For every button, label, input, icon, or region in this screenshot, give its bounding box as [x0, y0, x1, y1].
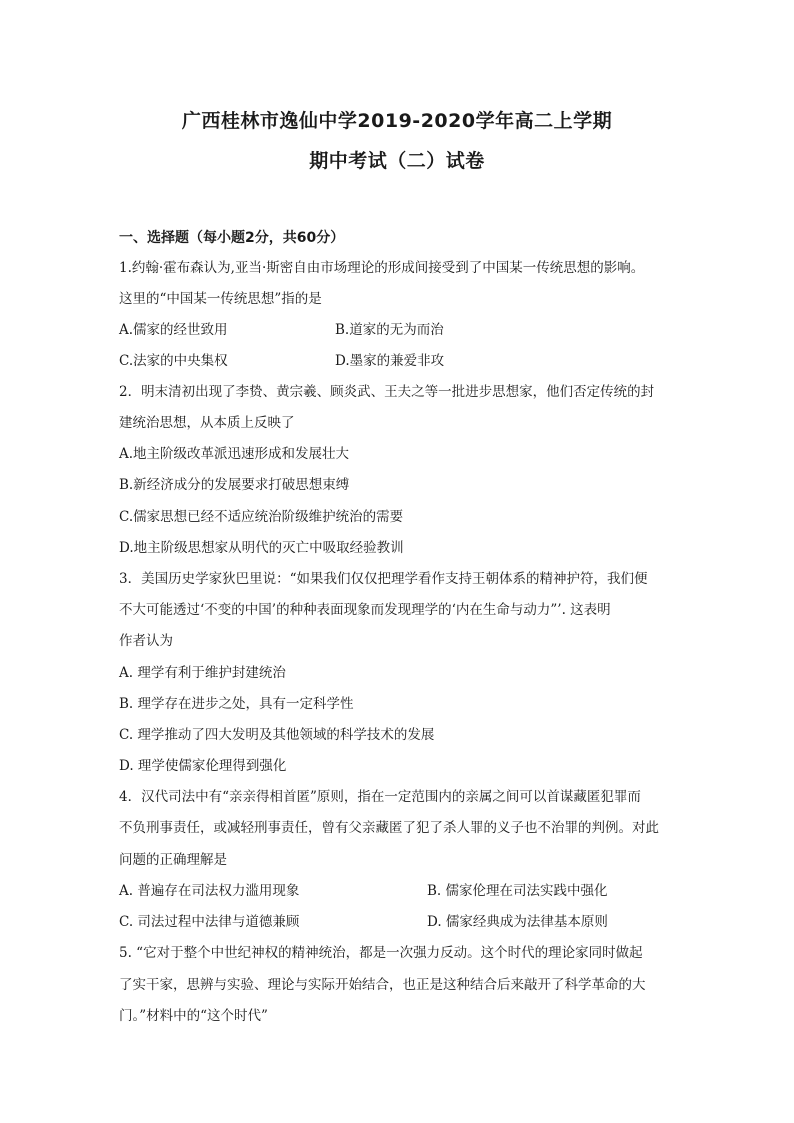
question-1-line-1: 1.约翰·霍布森认为,亚当·斯密自由市场理论的形成间接受到了中国某一传统思想的影响。	[119, 260, 645, 276]
question-2-option-a: A.地主阶级改革派迅速形成和发展壮大	[119, 446, 350, 462]
question-2-option-c: C.儒家思想已经不适应统治阶级维护统治的需要	[119, 509, 404, 525]
question-2-option-b: B.新经济成分的发展要求打破思想束缚	[119, 477, 350, 493]
question-4-option-b: B. 儒家伦理在司法实践中强化	[427, 883, 608, 899]
question-3-option-d: D. 理学使儒家伦理得到强化	[119, 758, 287, 774]
question-4-option-a: A. 普遍存在司法权力滥用现象	[119, 883, 300, 899]
question-3-option-c: C. 理学推动了四大发明及其他领域的科学技术的发展	[119, 727, 435, 743]
question-2-line-1: 2．明末清初出现了李贽、黄宗羲、顾炎武、王夫之等一批进步思想家，他们否定传统的封	[119, 384, 655, 400]
question-2-line-2: 建统治思想，从本质上反映了	[119, 415, 295, 431]
question-3-option-a: A. 理学有利于维护封建统治	[119, 665, 286, 681]
question-1-option-a: A.儒家的经世致用	[119, 322, 228, 338]
exam-title-line1: 广西桂林市逸仙中学2019-2020学年高二上学期	[181, 110, 613, 132]
question-4-line-3: 问题的正确理解是	[119, 852, 227, 868]
question-5-line-2: 了实干家，思辨与实验、理论与实际开始结合，也正是这种结合后来敲开了科学革命的大	[119, 977, 646, 993]
question-2-option-d: D.地主阶级思想家从明代的灭亡中吸取经验教训	[119, 540, 404, 556]
question-1-option-d: D.墨家的兼爱非攻	[335, 353, 445, 369]
question-3-option-b: B. 理学存在进步之处，具有一定科学性	[119, 696, 354, 712]
exam-title-line2: 期中考试（二）试卷	[309, 150, 485, 172]
question-1-option-c: C.法家的中央集权	[119, 353, 228, 369]
question-4-option-c: C. 司法过程中法律与道德兼顾	[119, 914, 300, 930]
question-3-line-1: 3．美国历史学家狄巴里说：“如果我们仅仅把理学看作支持王朝体系的精神护符，我们便	[119, 571, 648, 587]
section-heading: 一、选择题（每小题2分，共60分）	[119, 230, 345, 246]
question-1-option-b: B.道家的无为而治	[335, 322, 444, 338]
question-4-line-2: 不负刑事责任，或减轻刑事责任，曾有父亲藏匿了犯了杀人罪的义子也不治罪的判例。对此	[119, 820, 659, 836]
question-5-line-1: 5. “它对于整个中世纪神权的精神统治，都是一次强力反动。这个时代的理论家同时做起	[119, 945, 643, 961]
question-3-line-2: 不大可能透过‘不变的中国’的种种表面现象而发现理学的‘内在生命与动力”’. 这表明	[119, 602, 611, 618]
question-1-line-2: 这里的“中国某一传统思想”指的是	[119, 291, 322, 307]
question-4-line-1: 4．汉代司法中有“亲亲得相首匿”原则，指在一定范围内的亲属之间可以首谋藏匿犯罪而	[119, 789, 641, 805]
question-3-line-3: 作者认为	[119, 633, 173, 649]
question-5-line-3: 门。”材料中的“这个时代”	[119, 1008, 268, 1024]
question-4-option-d: D. 儒家经典成为法律基本原则	[427, 914, 608, 930]
